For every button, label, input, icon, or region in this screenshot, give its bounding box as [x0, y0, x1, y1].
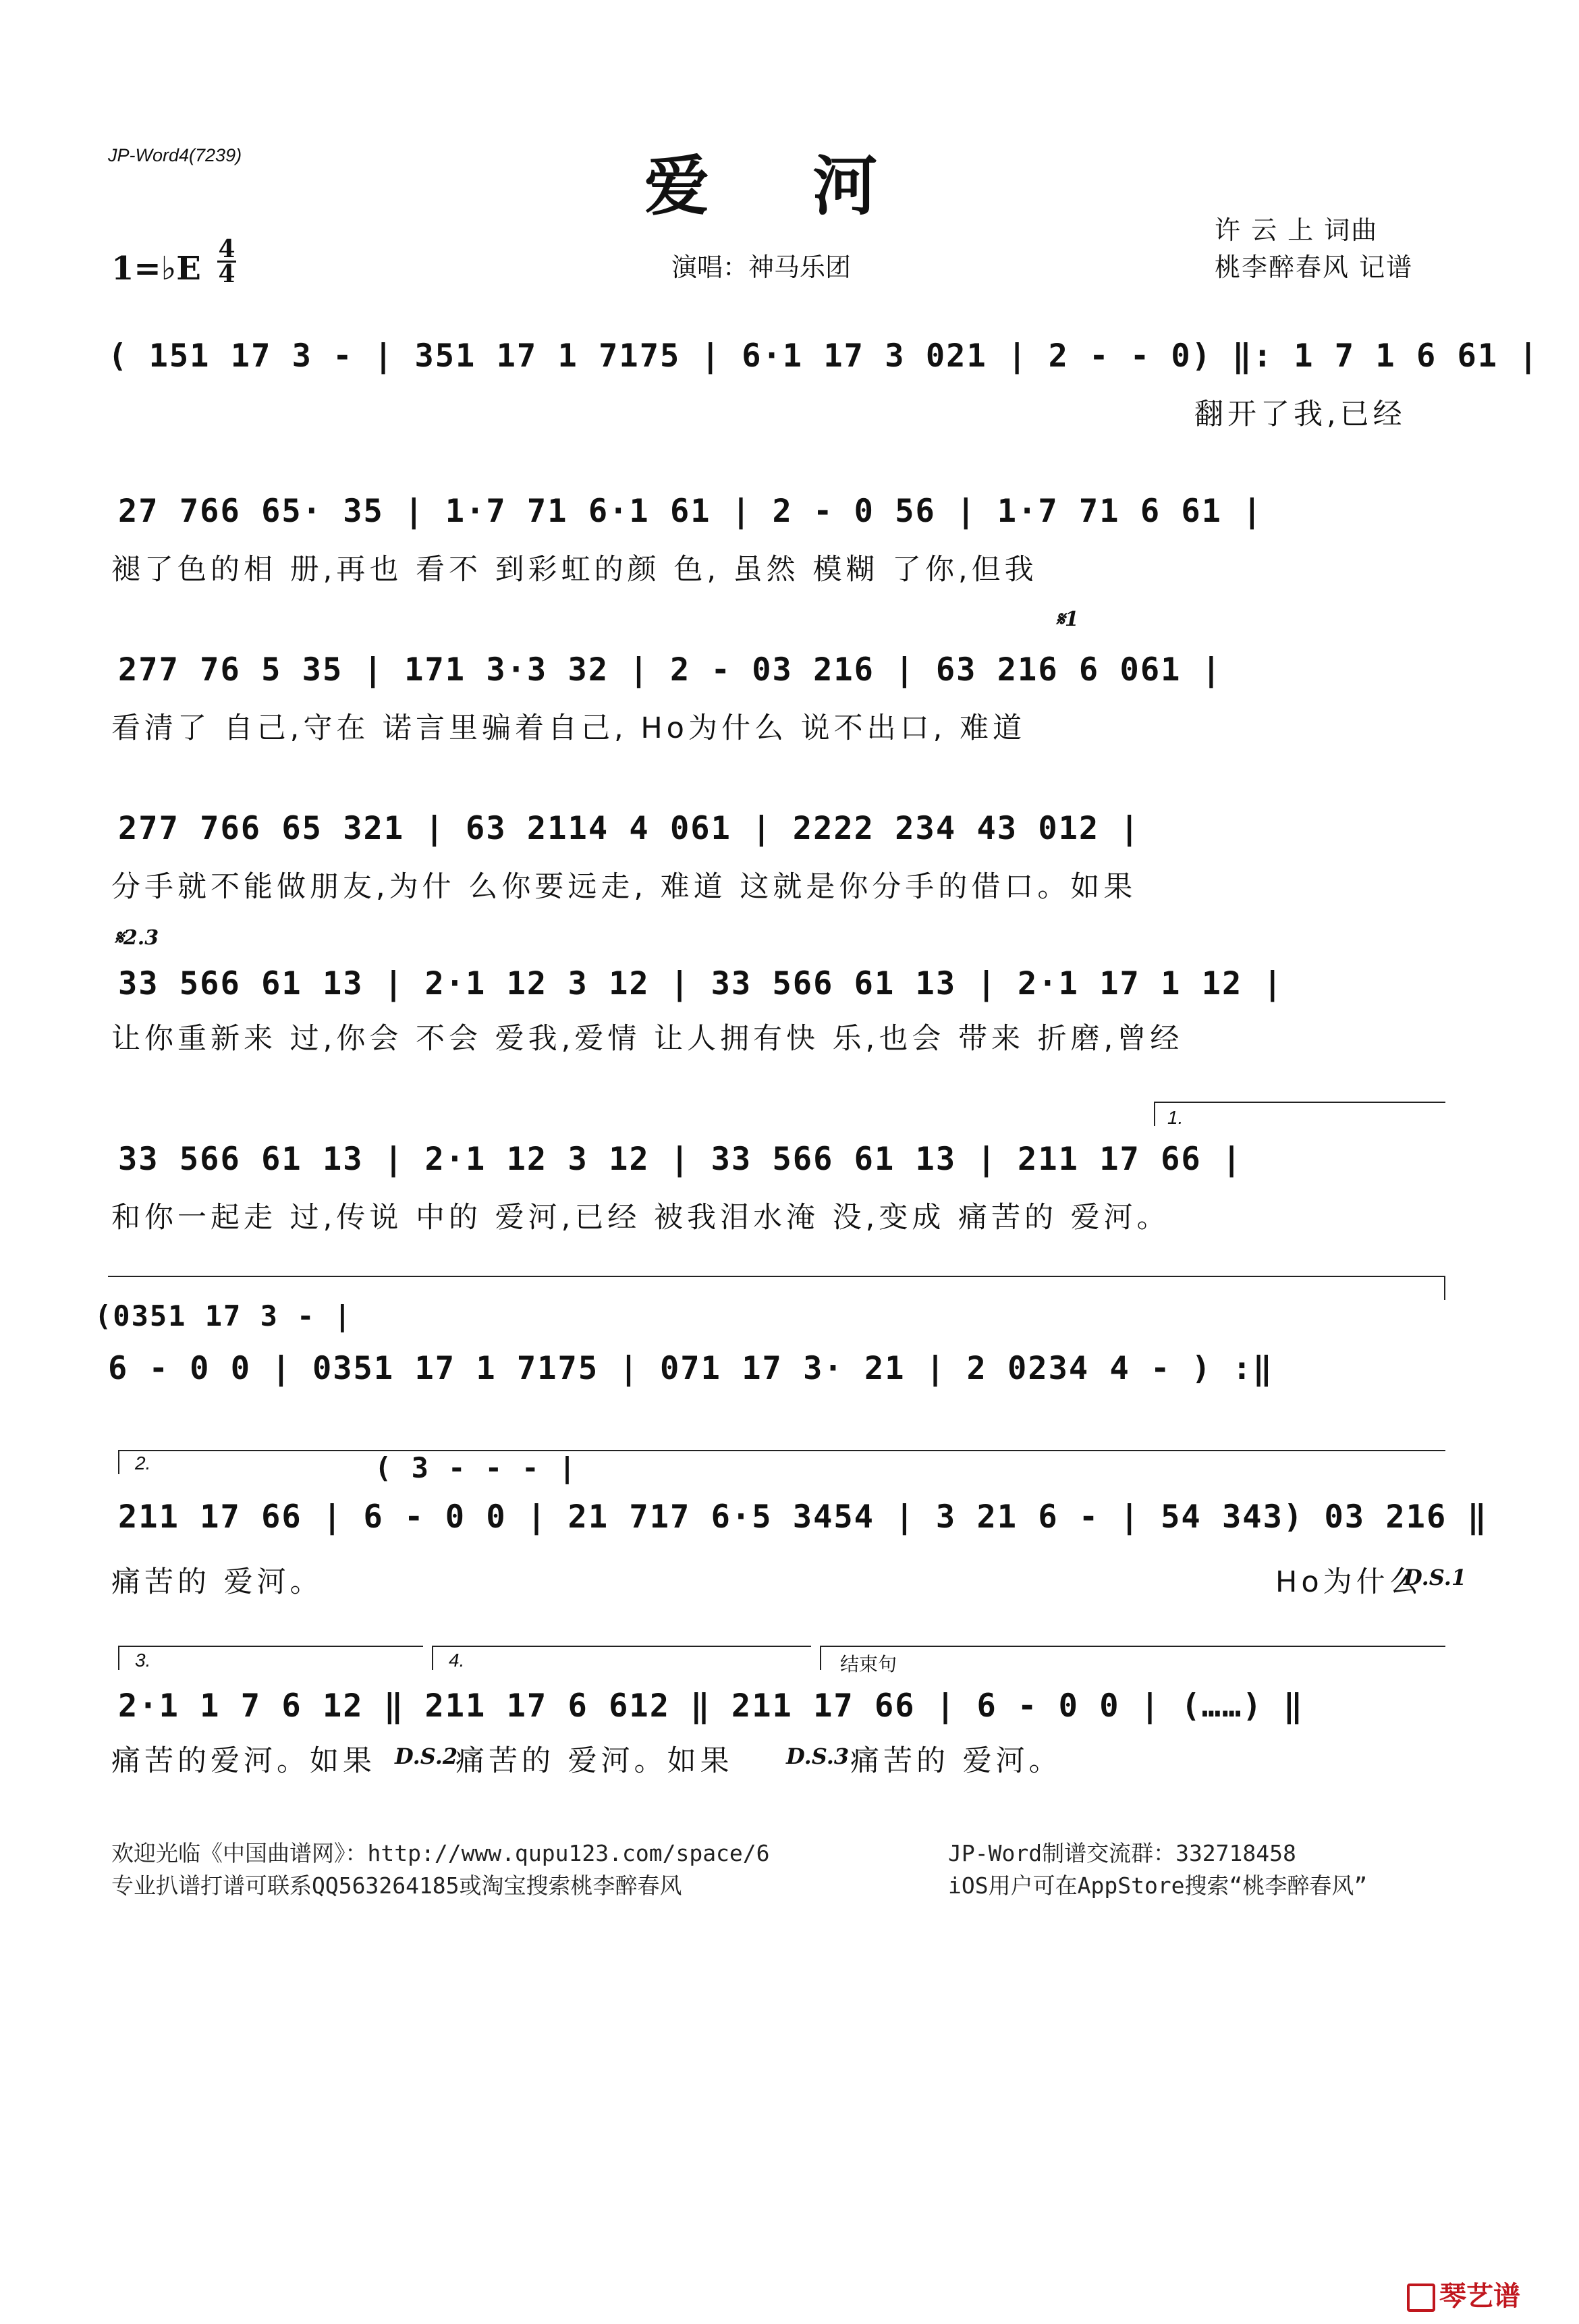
notation-line-6: 33 566 61 13 | 2·1 12 3 12 | 33 566 61 13 | 211 17 66 |: [118, 1141, 1243, 1178]
lyrics-line-1: 翻开了我,已经: [1194, 398, 1406, 431]
footer-contact: 专业扒谱打谱可联系QQ563264185或淘宝搜索桃李醉春风: [111, 1872, 682, 1899]
singer-credit: 演唱：神马乐团: [671, 252, 852, 282]
footer-ios: iOS用户可在AppStore搜索“桃李醉春风”: [948, 1872, 1368, 1899]
lyrics-line-2: 褪了色的相 册,再也 看不 到彩虹的颜 色, 虽然 模糊 了你,但我: [111, 553, 1038, 587]
notation-line-7-upper: (0351 17 3 - |: [94, 1299, 353, 1332]
ds1-marking: D.S.1: [1404, 1565, 1467, 1590]
segno-1-marking: 𝄋1: [1056, 607, 1079, 631]
volta-1-continuation: [108, 1276, 1445, 1300]
logo-mark-icon: [1407, 2284, 1435, 2312]
ds2-marking: D.S.2: [395, 1744, 458, 1769]
lyrics-line-5: 让你重新来 过,你会 不会 爱我,爱情 让人拥有快 乐,也会 带来 折磨,曾经: [111, 1022, 1184, 1056]
lyrics-line-3: 看清了 自己,守在 诺言里骗着自己, Ho为什么 说不出口, 难道: [111, 711, 1026, 745]
lyrics-line-9-c: 痛苦的 爱河。: [850, 1744, 1062, 1778]
transcriber-credit: 桃李醉春风 记谱: [1215, 252, 1414, 282]
key-signature: 1=♭E: [111, 250, 201, 288]
footer-site-link[interactable]: 欢迎光临《中国曲谱网》：http://www.qupu123.com/space/6: [111, 1840, 770, 1866]
volta-3-label: 3.: [135, 1650, 151, 1671]
notation-line-7: 6 - 0 0 | 0351 17 1 7175 | 071 17 3· 21 | 2 0234 4 - ) :‖: [108, 1350, 1273, 1387]
page-title: 爱 河: [644, 148, 918, 224]
notation-line-9: 2·1 1 7 6 12 ‖ 211 17 6 612 ‖ 211 17 66 | 6 - 0 0 | (……) ‖: [118, 1687, 1304, 1725]
lyrics-line-9-a: 痛苦的爱河。如果: [111, 1744, 376, 1778]
volta-1-bracket: [1154, 1102, 1445, 1126]
lyrics-line-9-b: 痛苦的 爱河。如果: [455, 1744, 733, 1778]
volta-3-bracket: [118, 1646, 423, 1670]
software-label: JP-Word4(7239): [108, 145, 242, 165]
volta-4-label: 4.: [449, 1650, 465, 1671]
watermark-logo: 琴艺谱: [1407, 2275, 1520, 2313]
composer-credit: 许 云 上 词曲: [1215, 215, 1379, 245]
lyrics-line-8-right: Ho为什么: [1275, 1565, 1422, 1599]
lyrics-line-4: 分手就不能做朋友,为什 么你要远走, 难道 这就是你分手的借口。如果: [111, 870, 1137, 904]
volta-4-bracket: [432, 1646, 811, 1670]
lyrics-line-8: 痛苦的 爱河。: [111, 1565, 323, 1599]
volta-2-label: 2.: [135, 1453, 151, 1474]
segno-23-marking: 𝄋2.3: [115, 926, 159, 950]
notation-line-5: 33 566 61 13 | 2·1 12 3 12 | 33 566 61 13 | 2·1 17 1 12 |: [118, 965, 1283, 1002]
volta-1-label: 1.: [1167, 1107, 1184, 1128]
notation-line-1: ( 151 17 3 - | 351 17 1 7175 | 6·1 17 3 021 | 2 - - 0) ‖: 1 7 1 6 61 |: [108, 337, 1539, 375]
time-signature: 4 4: [218, 235, 236, 288]
notation-line-8: 211 17 66 | 6 - 0 0 | 21 717 6·5 3454 | 3 21 6 - | 54 343) 03 216 ‖: [118, 1498, 1488, 1536]
footer-group: JP-Word制谱交流群：332718458: [948, 1840, 1296, 1866]
notation-line-3: 277 76 5 35 | 171 3·3 32 | 2 - 03 216 | 63 216 6 061 |: [118, 651, 1223, 688]
notation-line-2: 27 766 65· 35 | 1·7 71 6·1 61 | 2 - 0 56 | 1·7 71 6 61 |: [118, 493, 1263, 530]
ds3-marking: D.S.3: [786, 1744, 850, 1769]
volta-2-bracket: [118, 1450, 1445, 1474]
notation-line-4: 277 766 65 321 | 63 2114 4 061 | 2222 234 43 012 |: [118, 810, 1140, 847]
lyrics-line-6: 和你一起走 过,传说 中的 爱河,已经 被我泪水淹 没,变成 痛苦的 爱河。: [111, 1201, 1170, 1235]
ending-label: 结束句: [840, 1653, 897, 1675]
notation-line-8-upper: ( 3 - - - |: [375, 1451, 578, 1484]
ending-bracket: [820, 1646, 1445, 1670]
